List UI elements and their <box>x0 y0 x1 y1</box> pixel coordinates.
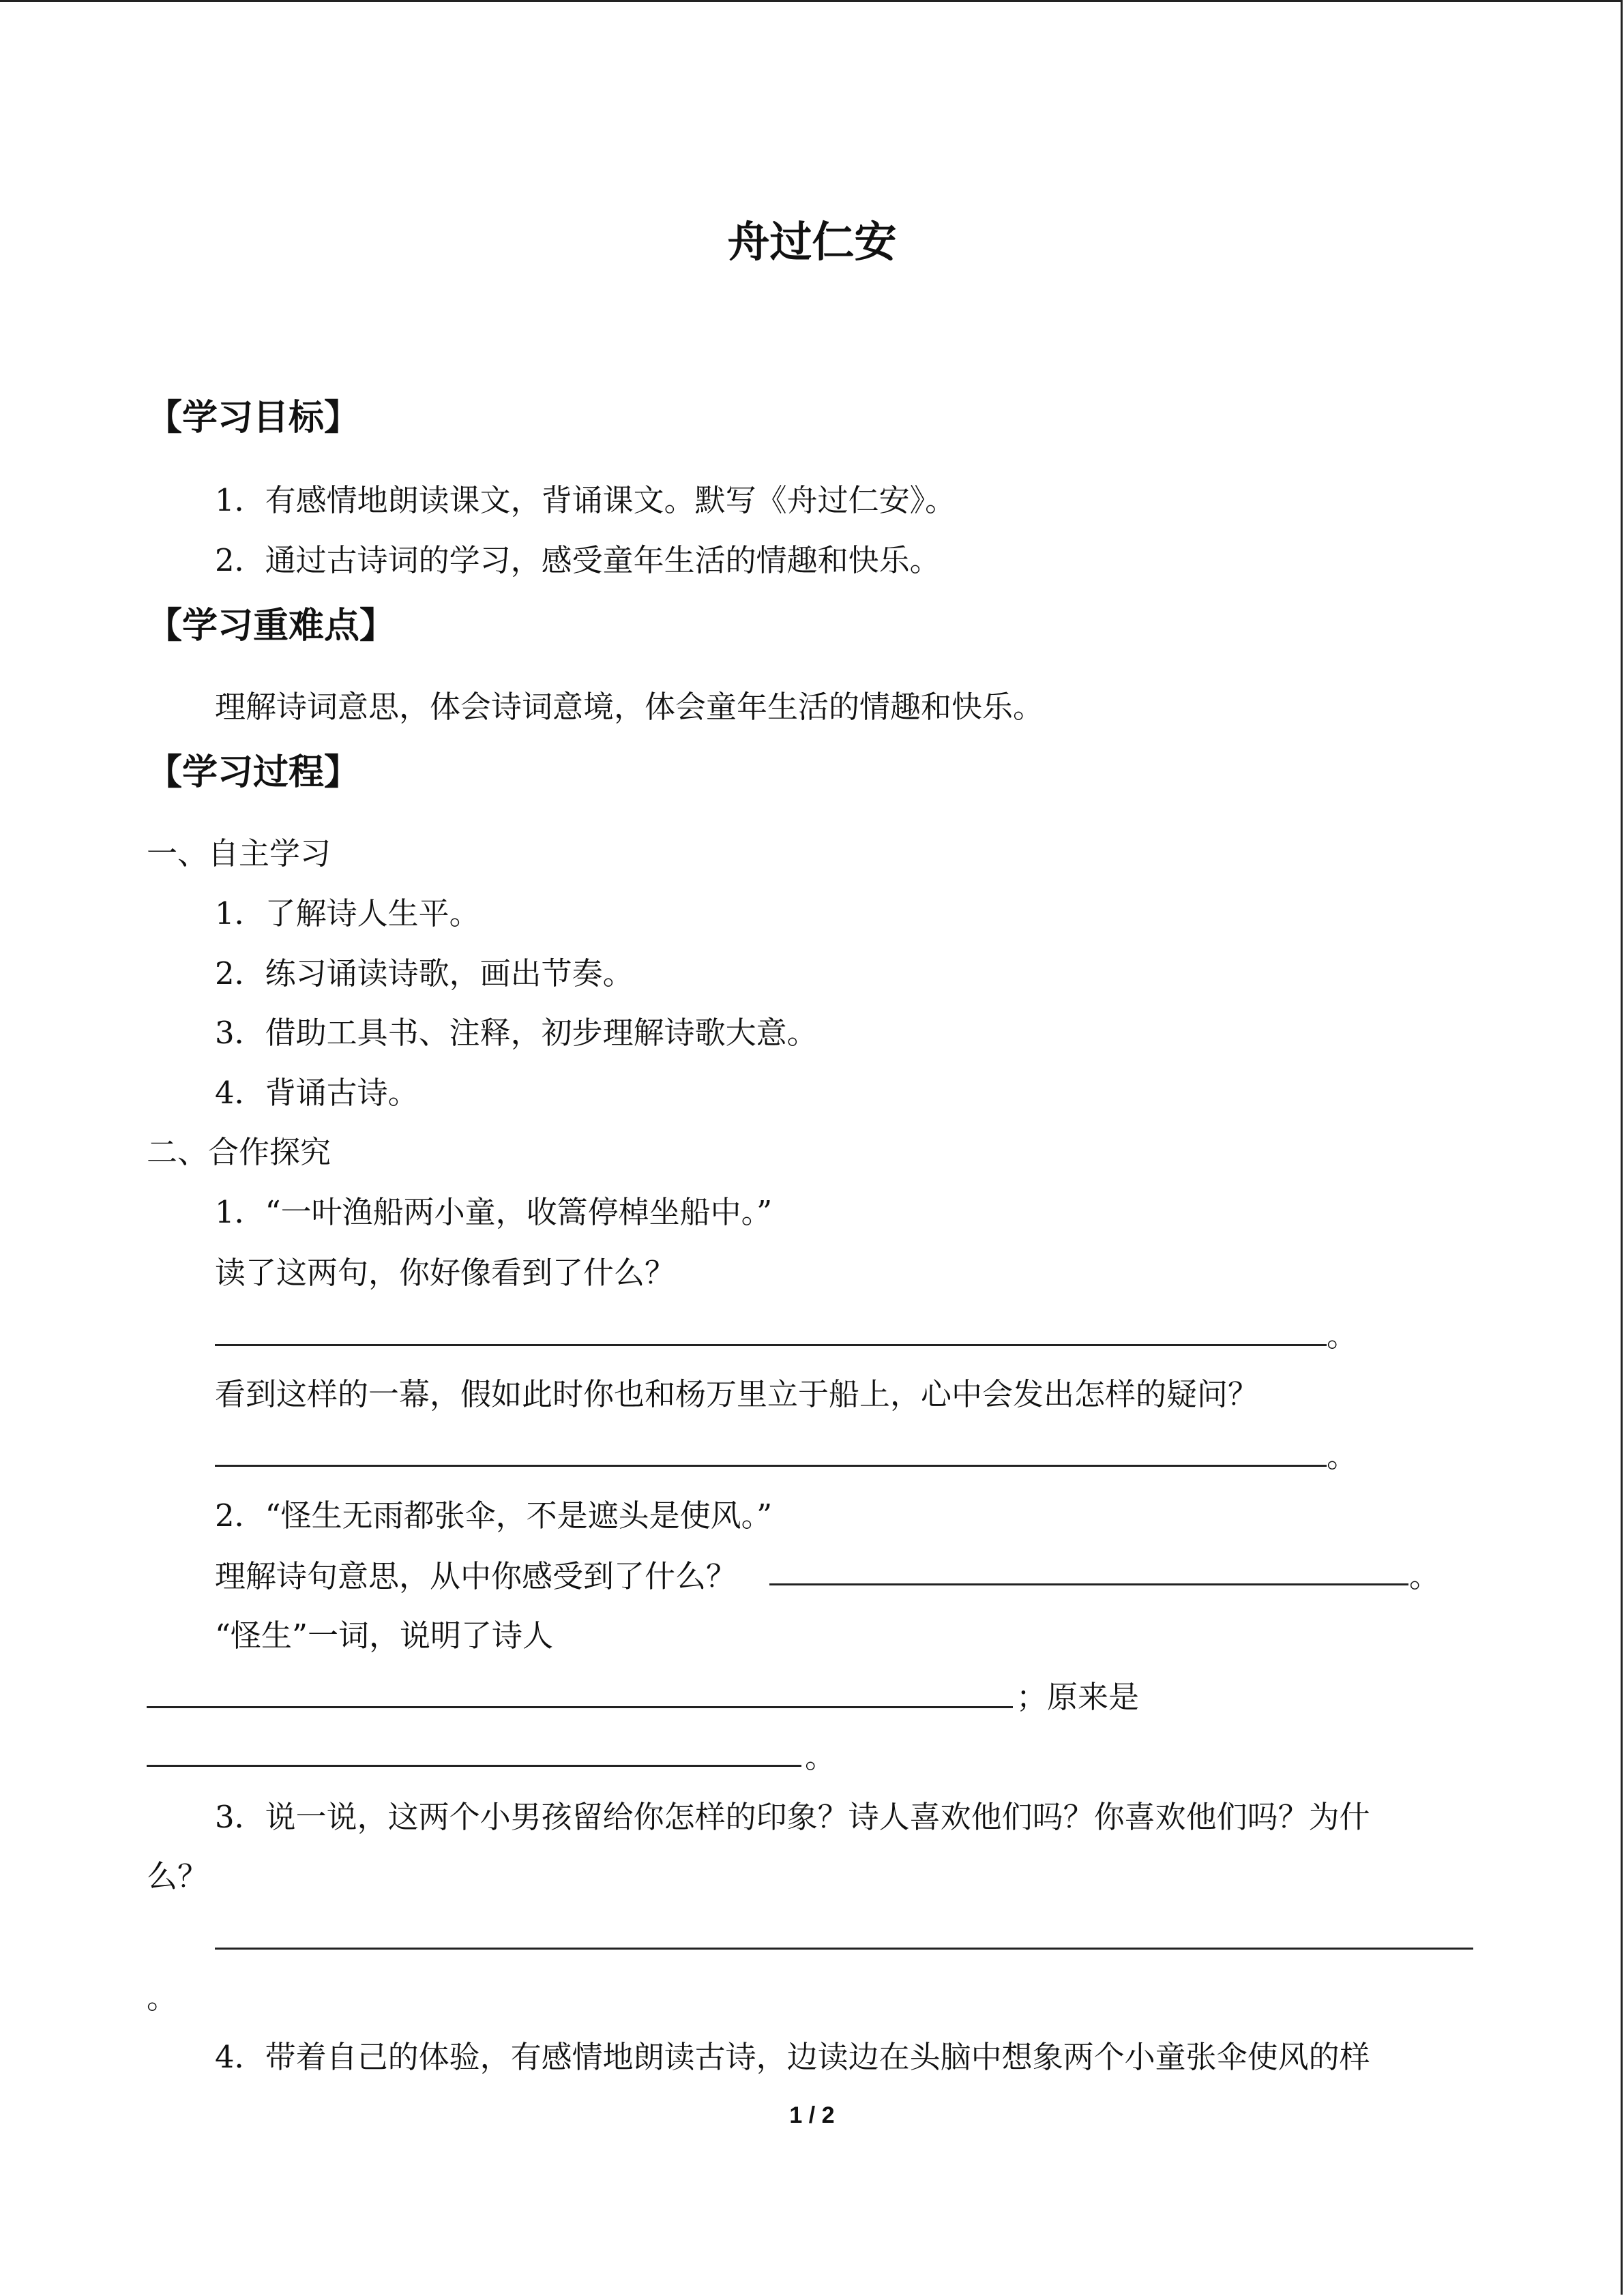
period: 。 <box>1409 1558 1441 1594</box>
q3-line2: 么？ <box>147 1858 209 1894</box>
goal-item: 1．有感情地朗读课文，背诵课文。默写《舟过仁安》。 <box>215 482 956 518</box>
q4-line1: 4．带着自己的体验，有感情地朗读古诗，边读边在头脑中想象两个小童张伞使风的样 <box>215 2039 1370 2075</box>
q2-prompt: 理解诗句意思，从中你感受到了什么？ <box>215 1558 737 1594</box>
answer-blank-q2c[interactable] <box>147 1765 801 1767</box>
section-heading-difficulties: 【学习重难点】 <box>147 606 396 646</box>
answer-blank-q2a[interactable] <box>769 1583 1408 1585</box>
difficulty-text: 理解诗词意思，体会诗词意境，体会童年生活的情趣和快乐。 <box>215 689 1044 725</box>
part1-item: 4．背诵古诗。 <box>215 1075 419 1111</box>
part1-item: 3．借助工具书、注释，初步理解诗歌大意。 <box>215 1015 818 1051</box>
goal-item: 2．通过古诗词的学习，感受童年生活的情趣和快乐。 <box>215 542 941 578</box>
q1-quote: 1．“一叶渔船两小童，收篙停棹坐船中。” <box>215 1194 773 1230</box>
answer-blank-q2b[interactable] <box>147 1706 1013 1708</box>
period: 。 <box>805 1739 836 1775</box>
section-heading-process: 【学习过程】 <box>147 752 360 793</box>
q2-prompt2: “怪生”一词，说明了诗人 <box>215 1617 554 1654</box>
q2-quote: 2．“怪生无雨都张伞，不是遮头是使风。” <box>215 1497 773 1534</box>
q2-mid-text: ；原来是 <box>1016 1679 1140 1715</box>
part1-item: 1．了解诗人生平。 <box>215 895 480 931</box>
section-heading-goals: 【学习目标】 <box>147 398 360 438</box>
answer-blank-q1a[interactable] <box>215 1344 1327 1346</box>
q1-prompt: 读了这两句，你好像看到了什么？ <box>215 1255 676 1291</box>
answer-blank-q3[interactable] <box>215 1948 1473 1950</box>
part1-item: 2．练习诵读诗歌，画出节奏。 <box>215 955 634 992</box>
part1-heading: 一、自主学习 <box>147 835 331 871</box>
q1-prompt2: 看到这样的一幕，假如此时你也和杨万里立于船上，心中会发出怎样的疑问？ <box>215 1376 1259 1412</box>
period: 。 <box>147 1980 178 2016</box>
period: 。 <box>1327 1317 1358 1354</box>
q3-line1: 3．说一说，这两个小男孩留给你怎样的印象？诗人喜欢他们吗？你喜欢他们吗？为什 <box>215 1799 1370 1835</box>
period: 。 <box>1327 1438 1358 1474</box>
page-title: 舟过仁安 <box>727 217 897 267</box>
part2-heading: 二、合作探究 <box>147 1134 331 1170</box>
answer-blank-q1b[interactable] <box>215 1465 1327 1467</box>
page-number: 1 / 2 <box>789 2102 835 2128</box>
